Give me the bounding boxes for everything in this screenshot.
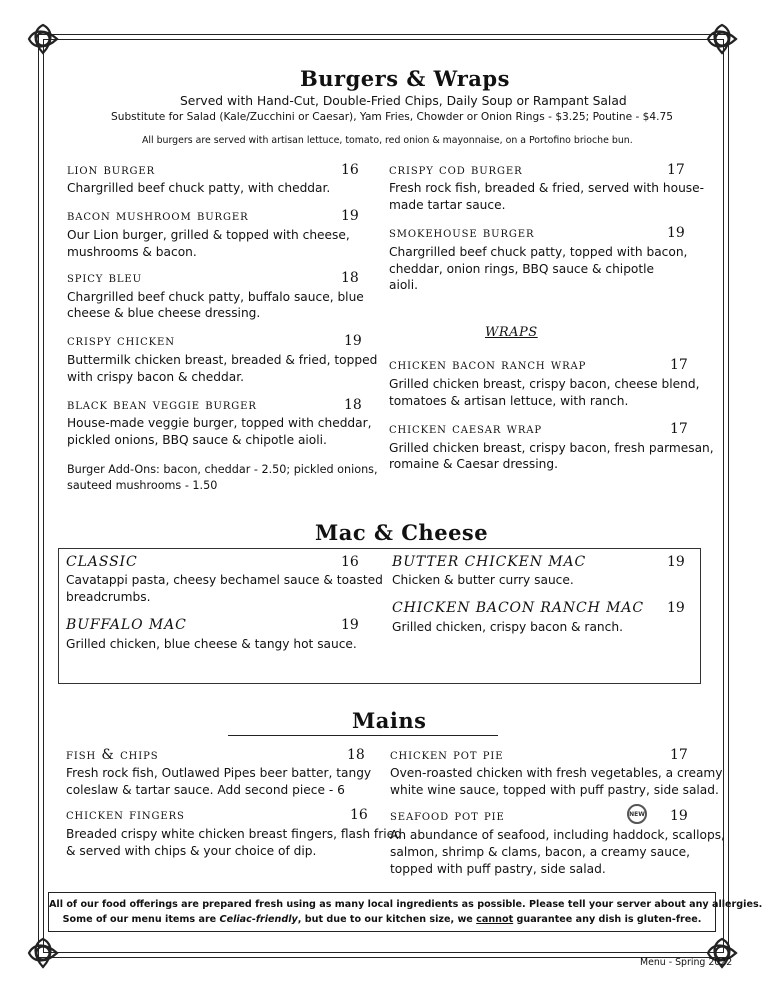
item-price: 19 <box>667 225 685 241</box>
item-desc: made tartar sauce. <box>389 198 506 212</box>
item-name: BUFFALO MAC <box>66 617 187 633</box>
item-desc: coleslaw & tartar sauce. Add second piece - 6 <box>66 783 345 797</box>
celtic-knot-icon <box>26 936 60 970</box>
mains-underline <box>228 735 498 736</box>
item-desc: white wine sauce, topped with puff pastry, side salad. <box>390 783 719 797</box>
item-price: 18 <box>344 397 362 413</box>
item-desc: Cavatappi pasta, cheesy bechamel sauce & toasted <box>66 573 383 587</box>
item-desc: with crispy bacon & cheddar. <box>67 370 244 384</box>
item-desc: & served with chips & your choice of dip. <box>66 844 317 858</box>
item-desc: cheddar, onion rings, BBQ sauce & chipotle <box>389 262 655 276</box>
item-price: 16 <box>350 807 368 823</box>
served-with-text: Served with Hand-Cut, Double-Fried Chips, Daily Soup or Rampant Salad <box>180 94 627 108</box>
item-desc: Chicken & butter curry sauce. <box>392 573 574 587</box>
section-title-mac: Mac & Cheese <box>315 520 489 545</box>
item-desc: pickled onions, BBQ sauce & chipotle aioli. <box>67 433 327 447</box>
item-desc: Our Lion burger, grilled & topped with cheese, <box>67 228 350 242</box>
note-text: Some of our menu items are <box>62 914 220 925</box>
item-name: fish & chips <box>66 747 159 763</box>
item-desc: Fresh rock fish, breaded & fried, served with house- <box>389 181 705 195</box>
allergy-note-box <box>48 892 763 932</box>
item-desc: tomatoes & artisan lettuce, with ranch. <box>389 394 629 408</box>
burger-addons: Burger Add-Ons: bacon, cheddar - 2.50; pickled onions, <box>67 463 378 476</box>
item-price: 16 <box>341 554 359 570</box>
item-desc: House-made veggie burger, topped with cheddar, <box>67 416 372 430</box>
item-desc: romaine & Caesar dressing. <box>389 457 558 471</box>
item-price: 18 <box>341 270 359 286</box>
item-price: 18 <box>347 747 365 763</box>
item-name: chicken caesar wrap <box>389 421 543 437</box>
item-name: CLASSIC <box>66 554 138 570</box>
celtic-knot-icon <box>26 22 60 56</box>
item-name: BUTTER CHICKEN MAC <box>392 554 587 570</box>
item-desc: breadcrumbs. <box>66 590 151 604</box>
item-desc: mushrooms & bacon. <box>67 245 197 259</box>
item-price: 19 <box>344 333 362 349</box>
item-name: chicken pot pie <box>390 747 504 763</box>
item-desc: aioli. <box>389 278 418 292</box>
item-name: smokehouse burger <box>389 225 535 241</box>
section-title-mains: Mains <box>352 708 427 733</box>
item-name: seafood pot pie <box>390 808 505 824</box>
item-price: 19 <box>667 600 685 616</box>
note-emphasis: Celiac-friendly <box>219 914 298 925</box>
allergy-note-line1: All of our food offerings are prepared fresh using as many local ingredients as possible. Please tell your server about any allergies. <box>49 899 763 910</box>
all-burgers-note: All burgers are served with artisan lettuce, tomato, red onion & mayonnaise, on a Portofino brioche bun. <box>142 135 633 146</box>
item-desc: Fresh rock fish, Outlawed Pipes beer batter, tangy <box>66 766 372 780</box>
item-name: CHICKEN BACON RANCH MAC <box>392 600 644 616</box>
item-desc: topped with puff pastry, side salad. <box>390 862 606 876</box>
item-price: 19 <box>341 617 359 633</box>
new-badge-label: NEW <box>629 811 645 818</box>
item-price: 19 <box>667 554 685 570</box>
item-name: black bean veggie burger <box>67 397 257 413</box>
item-desc: Oven-roasted chicken with fresh vegetables, a creamy <box>390 766 723 780</box>
item-price: 17 <box>670 421 688 437</box>
item-desc: Grilled chicken, crispy bacon & ranch. <box>392 620 623 634</box>
item-desc: Grilled chicken breast, crispy bacon, cheese blend, <box>389 377 700 391</box>
menu-date: Menu - Spring 2022 <box>640 957 733 968</box>
wraps-heading: WRAPS <box>485 325 538 340</box>
item-price: 16 <box>341 162 359 178</box>
item-name: chicken fingers <box>66 807 185 823</box>
item-price: 17 <box>667 162 685 178</box>
item-price: 19 <box>670 808 688 824</box>
item-desc: Buttermilk chicken breast, breaded & fried, topped <box>67 353 378 367</box>
item-desc: Grilled chicken breast, crispy bacon, fresh parmesan, <box>389 441 714 455</box>
item-price: 17 <box>670 747 688 763</box>
item-name: crispy chicken <box>67 333 175 349</box>
new-badge-icon <box>627 804 647 824</box>
item-desc: Chargrilled beef chuck patty, buffalo sauce, blue <box>67 290 364 304</box>
item-desc: salmon, shrimp & clams, bacon, a creamy sauce, <box>390 845 691 859</box>
allergy-note-line2 <box>49 914 715 925</box>
celtic-knot-icon <box>705 22 739 56</box>
item-desc: Chargrilled beef chuck patty, topped with bacon, <box>389 245 688 259</box>
item-desc: Breaded crispy white chicken breast fingers, flash fried <box>66 827 402 841</box>
item-name: spicy bleu <box>67 270 142 286</box>
item-name: chicken bacon ranch wrap <box>389 357 587 373</box>
note-text: guarantee any dish is gluten-free. <box>513 914 702 925</box>
item-desc: Grilled chicken, blue cheese & tangy hot sauce. <box>66 637 357 651</box>
mac-box <box>58 548 701 684</box>
item-desc: cheese & blue cheese dressing. <box>67 306 261 320</box>
substitute-text: Substitute for Salad (Kale/Zucchini or Caesar), Yam Fries, Chowder or Onion Rings - $3.25; Poutine - $4.75 <box>111 111 673 123</box>
note-text: , but due to our kitchen size, we <box>297 914 477 925</box>
burger-addons: sauteed mushrooms - 1.50 <box>67 479 218 492</box>
item-price: 19 <box>341 208 359 224</box>
item-name: crispy cod burger <box>389 162 523 178</box>
item-desc: Chargrilled beef chuck patty, with cheddar. <box>67 181 331 195</box>
item-name: bacon mushroom burger <box>67 208 249 224</box>
section-title-burgers: Burgers & Wraps <box>300 66 510 91</box>
note-emphasis: cannot <box>476 914 514 925</box>
item-desc: An abundance of seafood, including haddock, scallops, <box>390 828 725 842</box>
item-name: lion burger <box>67 162 156 178</box>
item-price: 17 <box>670 357 688 373</box>
